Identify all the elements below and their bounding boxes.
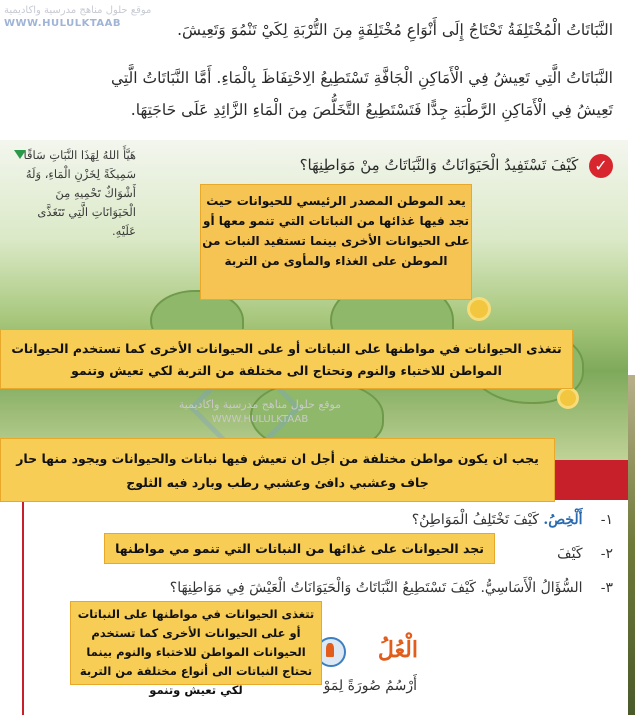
question-3-label: السُّؤَالُ الْأَسَاسِيُّ.: [480, 580, 583, 596]
question-1-label: أَلْخِصُ.: [543, 512, 583, 528]
question-1-number: ١-: [600, 512, 613, 528]
paragraph-line-2: النَّبَاتَاتُ الَّتِي تَعِيشُ فِي الْأَمَاكِنِ الْجَافَّةِ تَسْتَطِيعُ الِاحْتِفَاظَ بِالْمَاءِ. أَمَّا النَّبَاتَاتُ الَّتِي: [110, 69, 613, 87]
question-3-number: ٣-: [600, 580, 613, 596]
triangle-bullet-icon: [14, 150, 26, 159]
side-note: [16, 146, 136, 241]
answer-note-3: يجب ان يكون مواطن مختلفة من أجل ان تعيش فيها نباتات والحيوانات ويجود منها حار جاف وعشبي دافئ وعشبي رطب وبارد فيه الثلوج: [0, 438, 555, 502]
watermark-middle-url: WWW.HULULKTAAB: [211, 414, 309, 425]
cactus-flower-2: [560, 390, 576, 406]
activity-text: أَرْسُمُ صُورَةً لِمَوْ: [323, 678, 417, 694]
check-mark-icon: ✓: [589, 154, 613, 178]
paragraph-line-3: تَعِيشُ فِي الْأَمَاكِنِ الرَّطْبَةِ جِدًّا فَتَسْتَطِيعُ التَّخَلُّصَ مِنَ الْمَاءِ الزَّائِدِ عَلَى حَاجَتِهَا.: [130, 101, 613, 119]
right-edge-photo-strip: [628, 375, 635, 715]
question-2-text: كَيْفَ: [557, 546, 583, 562]
answer-note-4: تجد الحيوانات على غذائها من النباتات التي تنمو مي مواطنها: [104, 533, 495, 564]
watermark-site-name: موقع حلول مناهج مدرسية واكاديمية: [4, 5, 152, 16]
question-2: [557, 546, 613, 562]
question-3-text: كَيْفَ تَسْتَطِيعُ النَّبَاتَاتُ وَالْحَيَوَانَاتُ الْعَيْشَ فِي مَوَاطِنِهَا؟: [169, 580, 476, 596]
answer-note-1: يعد الموطن المصدر الرئيسي للحيوانات حيث تجد فيها غذائها من النباتات التي تنمو معها أو على الحيوانات الأخرى بينما تستفيد النبات من الموطن على الغذاء والمأوى من التربة: [200, 184, 472, 300]
watermark-url: WWW.HULULKTAAB: [4, 18, 121, 29]
answer-note-5: تتغذى الحيوانات في مواطنها على النباتات أو على الحيوانات الأخرى كما تستخدم الحيوانات المواطن للاختباء والنوم بينما تحتاج النباتات الى أنواع مختلفة من التربة لكي تعيش وتنمو: [70, 601, 322, 685]
side-note-text: هَيَّأَ اللهُ لِهَذَا النَّبَاتِ سَاقًا سَمِيكَةً لِخَزْنِ الْمَاءِ، وَلَهُ أَشْوَاكٌ تَحْمِيهِ مِنَ الْحَيَوَانَاتِ الَّتِي تَتَغَذَّى عَلَيْهِ.: [23, 148, 136, 238]
answer-note-2: تتغذى الحيوانات في مواطنها على النباتات أو على الحيوانات الأخرى كما تستخدم الحيوانات المواطن للاختباء والنوم وتحتاج الى مختلفة من التربة لكي تعيش وتنمو: [0, 329, 573, 389]
science-section-title: الْعُلُ: [377, 637, 418, 663]
question-1: [412, 512, 613, 528]
question-2-number: ٢-: [600, 546, 613, 562]
watermark-middle: موقع حلول مناهج مدرسية واكاديمية: [178, 398, 342, 411]
section-heading: [193, 154, 613, 178]
section-heading-text: كَيْفَ تَسْتَفِيدُ الْحَيَوَانَاتُ وَالنَّبَاتَاتُ مِنْ مَوَاطِنِهَا؟: [299, 156, 579, 174]
paragraph-line-1: النَّبَاتَاتُ الْمُخْتَلِفَةُ تَحْتَاجُ إِلَى أَنْوَاعِ مُخْتَلِفَةٍ مِنَ التُّرْبَةِ لِكَيْ تَنْمُوَ وَتَعِيشَ.: [177, 21, 613, 39]
cactus-flower-1: [470, 300, 488, 318]
question-3: [170, 580, 613, 596]
question-1-text: كَيْفَ تَخْتَلِفُ الْمَوَاطِنُ؟: [411, 512, 539, 528]
left-border-line: [22, 500, 24, 715]
